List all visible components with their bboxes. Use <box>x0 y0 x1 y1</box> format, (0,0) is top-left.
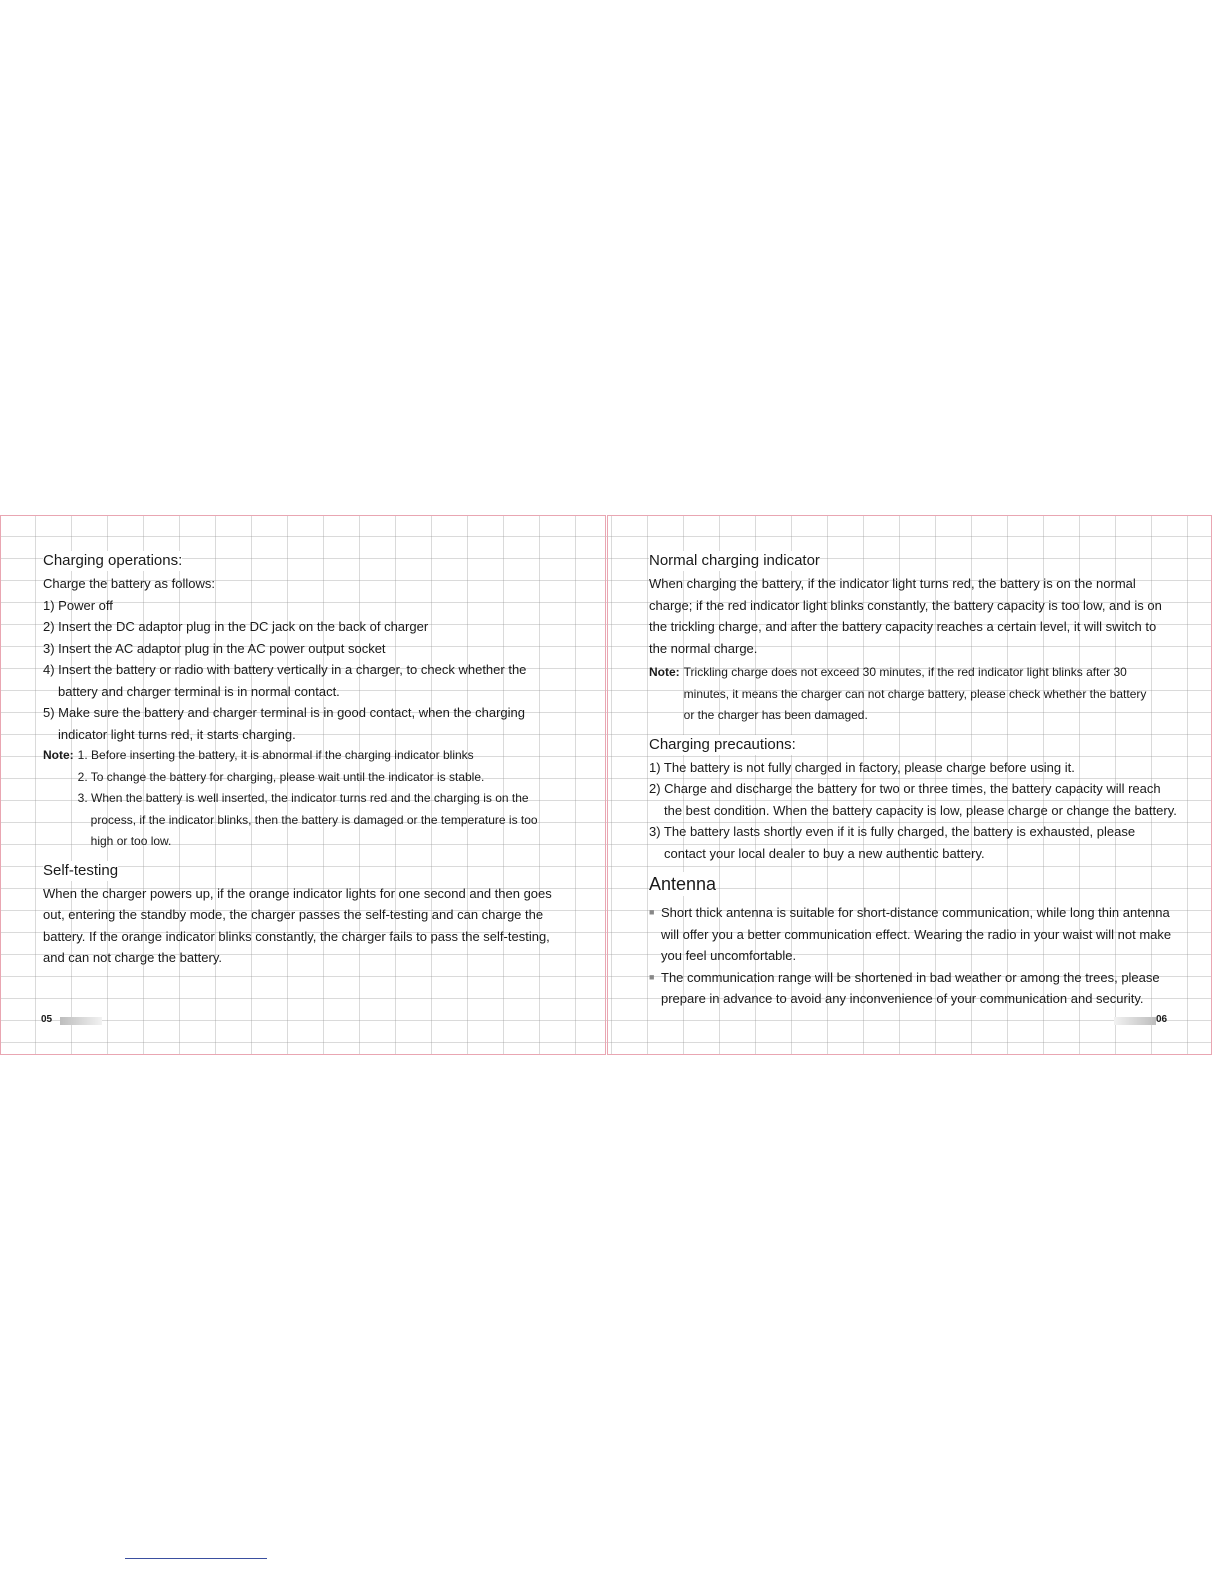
note-label: Note: <box>649 665 680 679</box>
step-line: 5) Make sure the battery and charger terminal is in good contact, when the charging <box>43 705 525 720</box>
note-list <box>78 745 563 853</box>
charging-note <box>43 745 563 853</box>
precaution-line: the best condition. When the battery capacity is low, please charge or change the battery. <box>664 802 1177 818</box>
precaution-line: 2) Charge and discharge the battery for two or three times, the battery capacity will reach <box>649 781 1161 796</box>
footer-rule <box>125 1558 267 1559</box>
self-testing-line: battery. If the orange indicator blinks constantly, the charger fails to pass the self-testing, <box>43 928 550 944</box>
self-testing-heading: Self-testing <box>43 861 119 879</box>
antenna-bullet-text <box>661 902 1171 967</box>
precaution-line: 3) The battery lasts shortly even if it is fully charged, the battery is exhausted, please <box>649 824 1136 839</box>
step-line: 1) Power off <box>43 597 113 613</box>
self-testing-line: When the charger powers up, if the orange indicator lights for one second and then goes <box>43 885 552 901</box>
antenna-line: prepare in advance to avoid any inconvenience of your communication and security. <box>661 991 1144 1006</box>
note-item: minutes, it means the charger can not charge battery, please check whether the battery <box>683 686 1147 701</box>
charging-precautions-heading: Charging precautions: <box>649 735 796 753</box>
note-item: 3. When the battery is well inserted, the indicator turns red and the charging is on the <box>77 791 529 805</box>
indicator-line: the normal charge. <box>649 640 758 656</box>
page-number-right: 06 <box>1156 1014 1168 1025</box>
antenna-bullet <box>649 967 1184 1010</box>
page-number-left: 05 <box>41 1014 53 1025</box>
charging-intro: Charge the battery as follows: <box>43 576 215 591</box>
indicator-line: charge; if the red indicator light blinks constantly, the battery capacity is too low, and is on <box>649 597 1162 613</box>
antenna-line: you feel uncomfortable. <box>661 948 797 963</box>
step-line: indicator light turns red, it starts charging. <box>58 726 296 742</box>
self-testing-line: and can not charge the battery. <box>43 950 222 965</box>
antenna-bullet-text <box>661 967 1160 1010</box>
note-label: Note: <box>43 748 74 762</box>
normal-charging-indicator-heading: Normal charging indicator <box>649 552 820 569</box>
right-page <box>649 551 1184 1010</box>
manual-spread <box>0 515 1212 1055</box>
antenna-line: Short thick antenna is suitable for short-distance communication, while long thin antenna <box>661 905 1170 920</box>
charging-operations-heading: Charging operations: <box>43 552 183 569</box>
note-item: or the charger has been damaged. <box>683 708 868 722</box>
bullet-icon: ■ <box>649 971 655 982</box>
page-number-bar-right <box>1114 1017 1156 1025</box>
antenna-line: will offer you a better communication effect. Wearing the radio in your waist will not make <box>661 926 1172 942</box>
antenna-bullet <box>649 902 1184 967</box>
step-line: 4) Insert the battery or radio with battery vertically in a charger, to check whether the <box>43 662 527 677</box>
indicator-line: When charging the battery, if the indicator light turns red, the battery is on the normal <box>649 576 1136 591</box>
left-page <box>43 551 563 969</box>
page-number-bar-left <box>60 1017 102 1025</box>
note-item: high or too low. <box>90 834 172 848</box>
antenna-heading: Antenna <box>649 874 717 894</box>
note-item: 1. Before inserting the battery, it is abnormal if the charging indicator blinks <box>77 748 474 762</box>
self-testing-line: out, entering the standby mode, the charger passes the self-testing and can charge the <box>43 907 544 922</box>
note-item: 2. To change the battery for charging, please wait until the indicator is stable. <box>77 769 485 784</box>
step-line: 3) Insert the AC adaptor plug in the AC power output socket <box>43 640 386 656</box>
step-line: battery and charger terminal is in normal contact. <box>58 683 340 699</box>
precaution-line: 1) The battery is not fully charged in factory, please charge before using it. <box>649 759 1075 775</box>
trickle-note <box>649 662 1184 727</box>
note-item: process, if the indicator blinks, then the battery is damaged or the temperature is too <box>90 812 538 827</box>
antenna-line: The communication range will be shortened in bad weather or among the trees, please <box>661 969 1160 985</box>
bullet-icon: ■ <box>649 907 655 917</box>
step-line: 2) Insert the DC adaptor plug in the DC jack on the back of charger <box>43 619 429 634</box>
note-item: Trickling charge does not exceed 30 minutes, if the red indicator light blinks after 30 <box>683 665 1127 679</box>
indicator-line: the trickling charge, and after the battery capacity reaches a certain level, it will switch to <box>649 619 1157 634</box>
note-list <box>684 662 1184 727</box>
precaution-line: contact your local dealer to buy a new authentic battery. <box>664 845 985 861</box>
